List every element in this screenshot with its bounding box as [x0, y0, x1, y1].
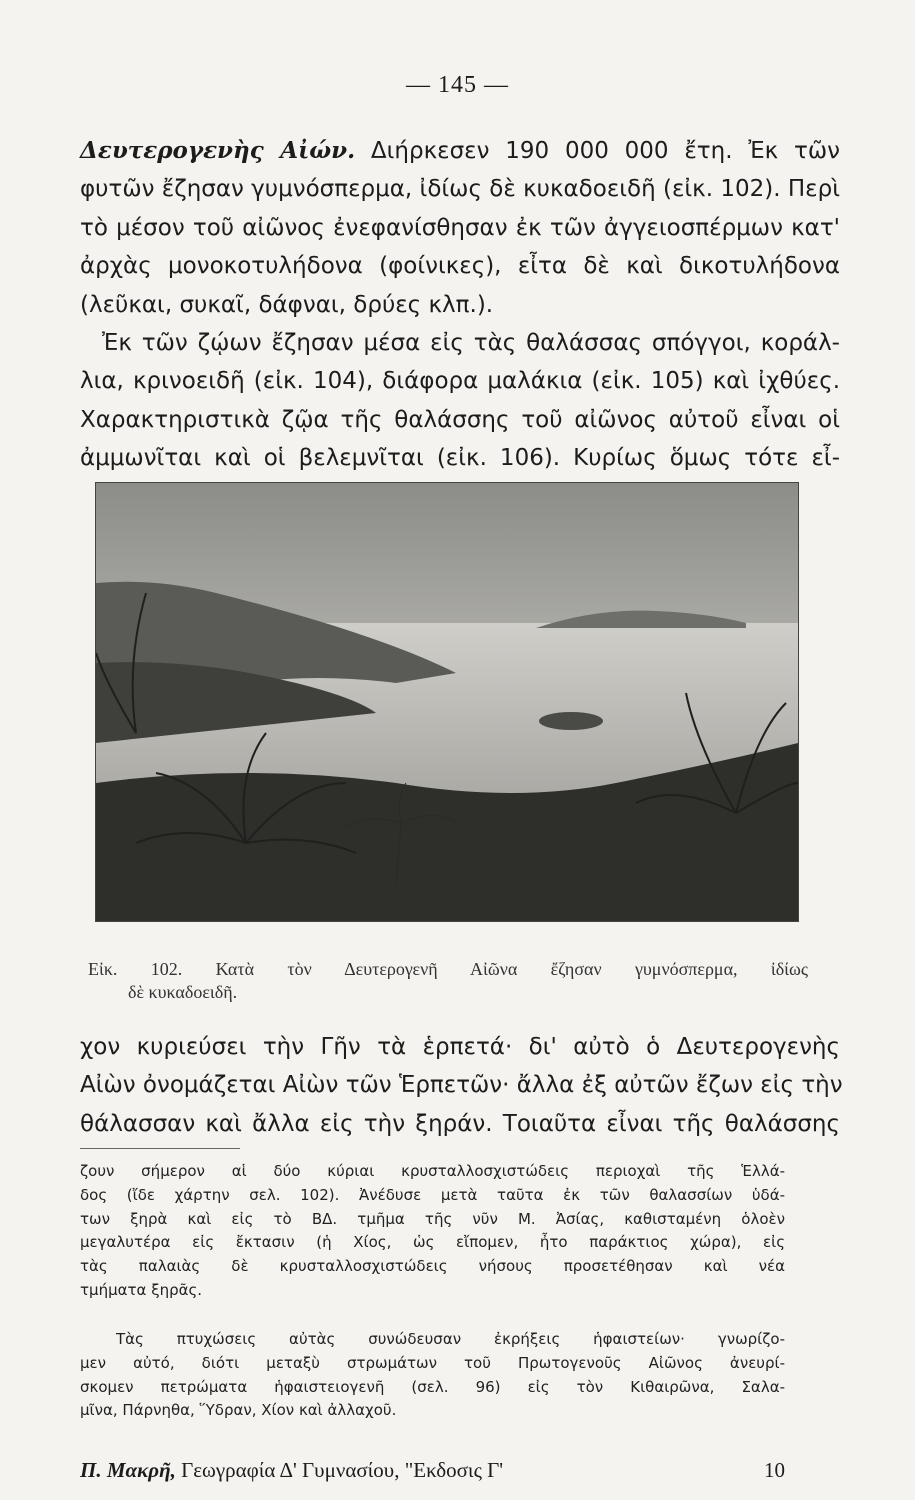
footnote-paragraph-1 — [80, 1160, 785, 1303]
footnote-line: των ξηρὰ καὶ εἰς τὸ ΒΔ. τμῆμα τῆς νῦν Μ. Ἀσίας, καθισταμένη ὁλοὲν — [80, 1209, 785, 1228]
footnote-line: Τὰς πτυχώσεις αὐτὰς συνώδευσαν ἐκρήξεις ἡφαιστείων· γνωρίζο- — [116, 1330, 785, 1348]
footnote-paragraph-2 — [80, 1328, 785, 1423]
figure-caption — [88, 958, 808, 1004]
footnote-line: ζουν σήμερον αἱ δύο κύριαι κρυσταλλοσχιστώδεις περιοχαὶ τῆς Ἑλλά- — [80, 1162, 785, 1180]
text-line: Δευτερογενὴς Αἰών. Διήρκεσεν 190 000 000 ἔτη. Ἐκ τῶν — [80, 137, 840, 164]
text-line: χον κυριεύσει τὴν Γῆν τὰ ἑρπετά· δι' αὐτὸ ὁ Δευτερογενὴς — [80, 1034, 840, 1060]
signature-number: 10 — [764, 1458, 785, 1482]
main-text-bottom — [80, 1028, 843, 1143]
cycad-landscape-image — [96, 483, 798, 921]
footnote-line: τμήματα ξηρᾶς. — [80, 1280, 203, 1299]
caption-line: δὲ κυκαδοειδῆ. — [128, 982, 238, 1002]
footnote-line: μεν αὐτό, διότι μεταξὺ στρωμάτων τοῦ Πρωτογενοῦς Αἰῶνος ἀνευρί- — [80, 1353, 785, 1372]
rock-in-water — [539, 712, 603, 730]
era-title: Δευτερογενὴς Αἰών. — [80, 137, 356, 164]
main-text-top — [80, 132, 840, 478]
footnote-line: δος (ἴδε χάρτην σελ. 102). Ἀνέδυσε μετὰ ταῦτα ἐκ τῶν θαλασσίων ὑδά- — [80, 1185, 785, 1204]
footer-book-info — [80, 1458, 503, 1483]
text-line: λια, κρινοειδῆ (εἰκ. 104), διάφορα μαλάκια (εἰκ. 105) καὶ ἰχθύες. — [80, 368, 840, 395]
text-line: Αἰὼν ὀνομάζεται Αἰὼν τῶν Ἑρπετῶν· ἄλλα ἐξ αὐτῶν ἔζων εἰς τὴν — [80, 1072, 843, 1099]
text-line: Χαρακτηριστικὰ ζῷα τῆς θαλάσσης τοῦ αἰῶνος αὐτοῦ εἶναι οἱ — [80, 406, 840, 433]
footnote-line: μῖνα, Πάρνηθα, Ὕδραν, Χίον καὶ ἀλλαχοῦ. — [80, 1401, 397, 1420]
text-line: ἀρχὰς μονοκοτυλήδονα (φοίνικες), εἶτα δὲ καὶ δικοτυλήδονα — [80, 253, 840, 280]
page-number: — 145 — — [406, 72, 509, 98]
text-line: Ἐκ τῶν ζῴων ἔζησαν μέσα εἰς τὰς θαλάσσας σπόγγοι, κοράλ- — [102, 330, 840, 357]
caption-line: Εἰκ. 102. Κατὰ τὸν Δευτερογενῆ Αἰῶνα ἔζησαν γυμνόσπερμα, ἰδίως — [88, 959, 808, 979]
text-line: ἀμμωνῖται καὶ οἱ βελεμνῖται (εἰκ. 106). Κυρίως ὅμως τότε εἶ- — [80, 445, 840, 472]
footer-author: Π. Μακρῆ, — [80, 1458, 176, 1482]
text-line: (λεῦκαι, συκαῖ, δάφναι, δρύες κλπ.). — [80, 291, 494, 318]
landscape-illustration — [95, 482, 799, 922]
page-footer — [80, 1458, 785, 1483]
footnote-line: τὰς παλαιὰς δὲ κρυσταλλοσχιστώδεις νήσους προσετέθησαν καὶ νέα — [80, 1257, 785, 1276]
text-line: φυτῶν ἔζησαν γυμνόσπερμα, ἰδίως δὲ κυκαδοειδῆ (εἰκ. 102). Περὶ — [80, 176, 840, 203]
footer-title: Γεωγραφία Δ' Γυμνασίου, "Εκδοσις Γ' — [181, 1458, 504, 1482]
footnote-line: σκομεν πετρώματα ἡφαιστειογενῆ (σελ. 96) εἰς τὸν Κιθαιρῶνα, Σαλα- — [80, 1377, 785, 1396]
text-line: θάλασσαν καὶ ἄλλα εἰς τὴν ξηράν. Τοιαῦτα εἶναι τῆς θαλάσσης — [80, 1110, 840, 1137]
footnote-line: μεγαλυτέρα εἰς ἔκτασιν (ἡ Χίος, ὡς εἴπομεν, ἦτο παράκτιος χώρα), εἰς — [80, 1233, 785, 1252]
footnote-divider — [80, 1148, 240, 1149]
text-line: τὸ μέσον τοῦ αἰῶνος ἐνεφανίσθησαν ἐκ τῶν ἀγγειοσπέρμων κατ' — [80, 214, 840, 241]
